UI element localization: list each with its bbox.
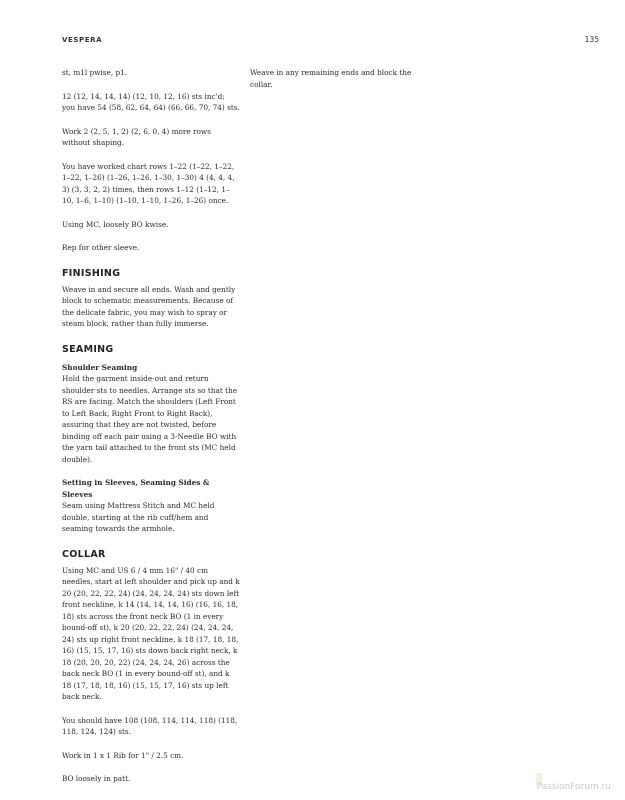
watermark: PassionForum.ru <box>536 782 611 792</box>
collar-paragraph: Using MC and US 6 / 4 mm 16" / 40 cm needles, start at left shoulder and pick up and k 20 (20, 22, 22, 24) (24, 24, 24, 24) sts down left front neckline, k 14 (14, 14, 14, 16) (16, 16, 18, 18) sts across the front neck BO (1 in every bound-off st), k 20 (20, 22, 22, 24) (24, 24, 24, 24) sts up right front neckline, k 18 (17, 18, 18, 16) (15, 15, 17, 16) sts down back right neck, k 18 (20, 20, 20, 22) (24, 24, 24, 26) across the back neck BO (1 in every bound-off st), and k 18 (17, 18, 18, 16) (15, 15, 17, 16) sts up left back neck. <box>62 565 240 701</box>
right-column <box>250 67 425 90</box>
paragraph: You have worked chart rows 1–22 (1–22, 1–22, 1–22, 1–26) (1–26, 1–26, 1–30, 1–30) 4 (4, 4, 4, 3) (3, 3, 2, 2) times, then rows 1–12 (1–12, 1–10, 1–6, 1–10) (1–10, 1–10, 1–26, 1–26) once. <box>62 161 235 205</box>
paragraph: st, m1l pwise, p1. <box>62 68 128 77</box>
section-heading-finishing: FINISHING <box>62 267 121 279</box>
running-header-title: VESPERA <box>62 36 103 44</box>
collar-paragraph: Work in 1 x 1 Rib for 1" / 2.5 cm. <box>62 750 184 760</box>
paragraph: Work 2 (2, 5, 1, 2) (2, 6, 0, 4) more rows without shaping. <box>62 126 211 147</box>
collar-paragraph: BO loosely in patt. <box>62 774 131 783</box>
shoulder-seaming-text: Hold the garment inside-out and return shoulder sts to needles. Arrange sts so that the RS are facing. Match the shoulders (Left Front to Left Back, Right Front to Right Back), assuring that they are not twisted, before binding off each pair using a 3-Needle BO with the yarn tail attached to the front sts (MC held double). <box>62 374 238 464</box>
left-column <box>62 67 240 785</box>
collar-paragraph: You should have 108 (108, 114, 114, 118) (118, 118, 124, 124) sts. <box>62 715 238 736</box>
section-heading-seaming: SEAMING <box>62 343 114 355</box>
paragraph: Weave in any remaining ends and block the collar. <box>250 68 412 89</box>
finishing-text: Weave in and secure all ends. Wash and gently block to schematic measurements. Because of the delicate fabric, you may wish to spray or steam block, rather than fully immerse. <box>62 284 236 328</box>
subheading-setting-in-sleeves: Setting in Sleeves, Seaming Sides & Sleeves <box>62 478 210 499</box>
paragraph: Rep for other sleeve. <box>62 243 140 252</box>
paragraph: 12 (12, 14, 14, 14) (12, 10, 12, 16) sts inc'd; you have 54 (58, 62, 64, 64) (66, 66, 70, 74) sts. <box>62 91 240 112</box>
subheading-shoulder-seaming: Shoulder Seaming <box>62 362 138 372</box>
sleeves-seaming-text: Seam using Mattress Stitch and MC held double, starting at the rib cuff/hem and seaming towards the armhole. <box>62 501 215 533</box>
page-number: 135 <box>584 35 599 44</box>
paragraph: Using MC, loosely BO kwise. <box>62 219 169 229</box>
section-heading-collar: COLLAR <box>62 548 106 560</box>
